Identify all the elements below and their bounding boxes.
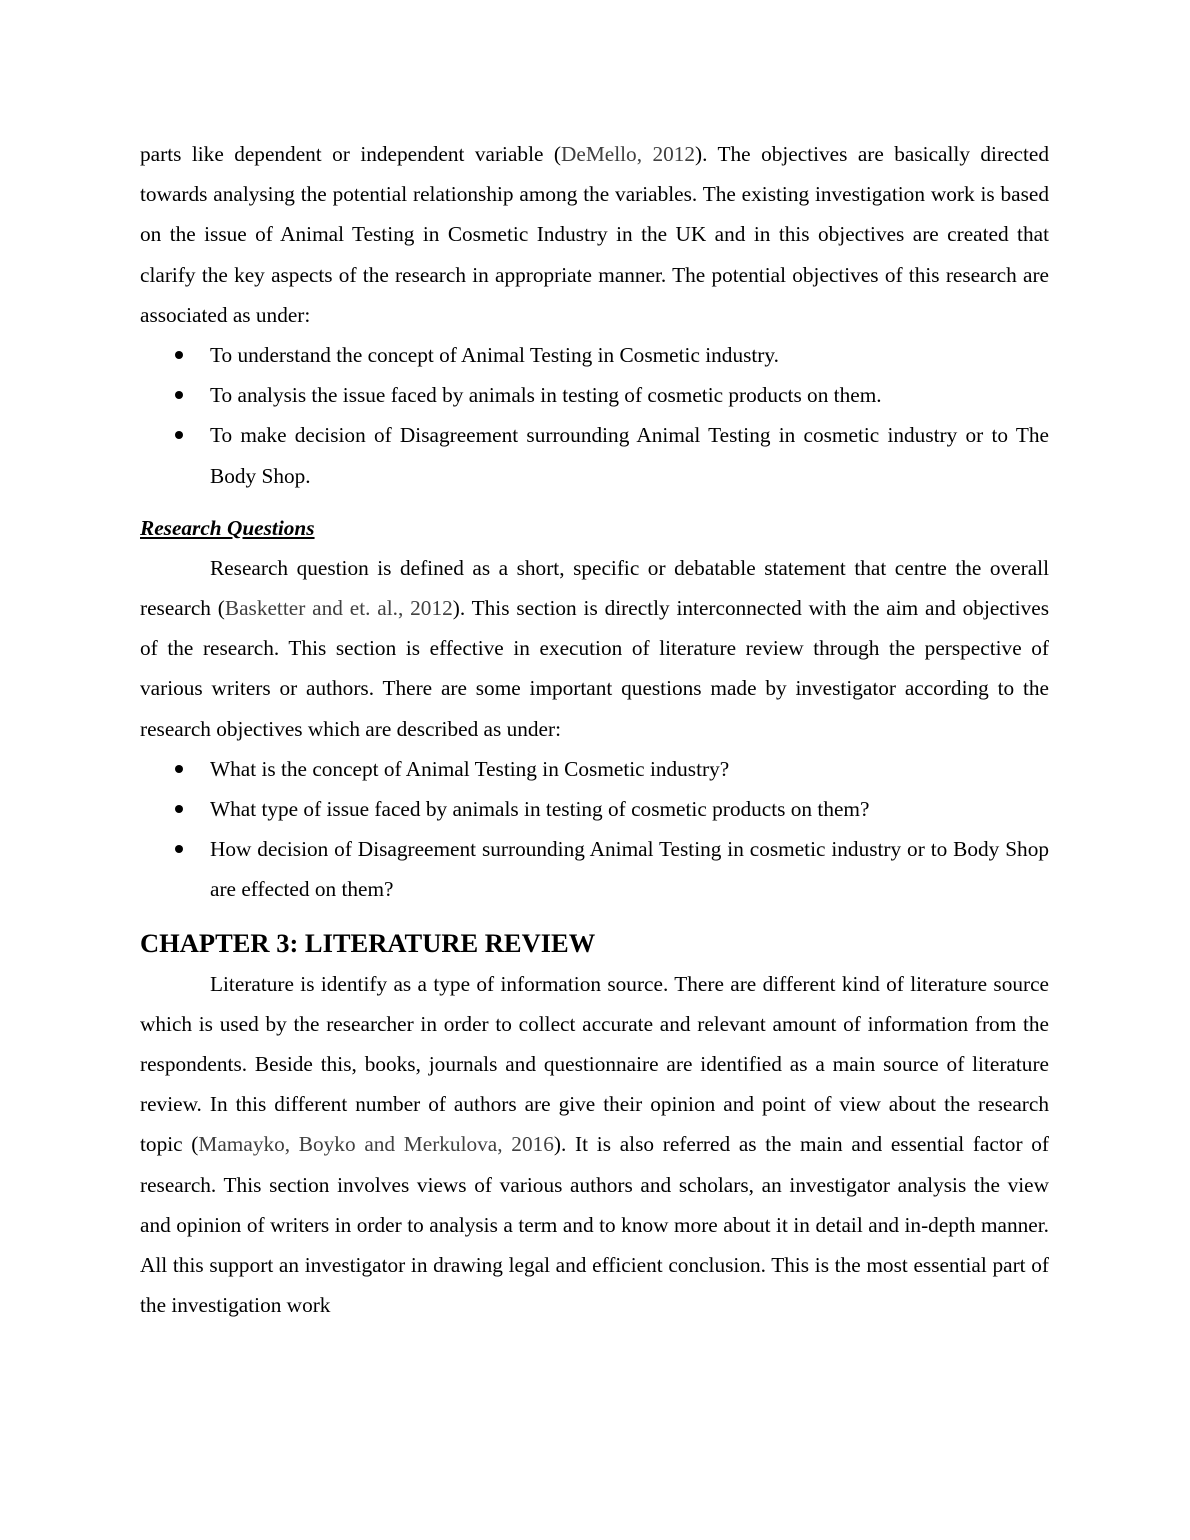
research-questions-paragraph [140, 548, 1049, 749]
bullet-icon [175, 351, 183, 359]
list-item [140, 375, 1049, 415]
objective-text: To make decision of Disagreement surrounding Animal Testing in cosmetic industry or to The Body Shop. [210, 423, 1049, 488]
bullet-icon [175, 845, 183, 853]
list-item [140, 789, 1049, 829]
research-questions-heading: Research Questions [140, 515, 315, 540]
document-page [140, 134, 1049, 1325]
lr-text-post: ). It is also referred as the main and essential factor of research. This section involves views of various authors and scholars, an investigator analysis the view and opinion of writers in order to analysis a term and to know more about it in detail and in-depth manner. All this support an investigator in drawing legal and efficient conclusion. This is the most essential part of the investigation work [140, 1132, 1050, 1318]
literature-review-paragraph [140, 964, 1049, 1326]
bullet-icon [175, 805, 183, 813]
list-item [140, 415, 1049, 495]
bullet-icon [175, 391, 183, 399]
objective-text: To analysis the issue faced by animals in testing of cosmetic products on them. [210, 383, 882, 408]
questions-list [140, 749, 1049, 910]
intro-paragraph [140, 134, 1049, 335]
citation-basketter: Basketter and et. al., 2012 [224, 596, 453, 621]
question-text: How decision of Disagreement surrounding Animal Testing in cosmetic industry or to Body Shop are effected on them? [210, 837, 1049, 902]
list-item [140, 335, 1049, 375]
chapter-heading: CHAPTER 3: LITERATURE REVIEW [140, 927, 596, 958]
bullet-icon [175, 765, 183, 773]
question-text: What is the concept of Animal Testing in Cosmetic industry? [210, 756, 730, 781]
bullet-icon [175, 431, 183, 439]
citation-demello: DeMello, 2012 [560, 142, 696, 166]
lr-text-pre: Literature is identify as a type of information source. There are different kind of literature source which is used by the researcher in order to collect accurate and relevant amount of information from the respondents. Beside this, books, journals and questionnaire are identified as a main source of literature review. In this different number of authors are give their opinion and point of view about the research topic ( [140, 971, 1049, 1157]
list-item [140, 749, 1049, 789]
rq-text-post: ). This section is directly interconnected with the aim and objectives of the research. This section is effective in execution of literature review through the perspective of various writers or authors. There are some important questions made by investigator according to the research objectives which are described as under: [140, 596, 1049, 741]
intro-text-post: ). The objectives are basically directed towards analysing the potential relationship among the variables. The existing investigation work is based on the issue of Animal Testing in Cosmetic Industry in the UK and in this objectives are created that clarify the key aspects of the research in appropriate manner. The potential objectives of this research are associated as under: [140, 142, 1049, 327]
list-item [140, 829, 1049, 909]
objective-text: To understand the concept of Animal Testing in Cosmetic industry. [210, 343, 779, 368]
citation-mamayko: Mamayko, Boyko and Merkulova, 2016 [198, 1132, 554, 1157]
rq-text-pre: Research question is defined as a short, specific or debatable statement that centre the overall research ( [140, 555, 1049, 621]
intro-text-pre: parts like dependent or independent variable ( [140, 142, 561, 166]
objectives-list [140, 335, 1049, 496]
question-text: What type of issue faced by animals in testing of cosmetic products on them? [210, 797, 870, 822]
